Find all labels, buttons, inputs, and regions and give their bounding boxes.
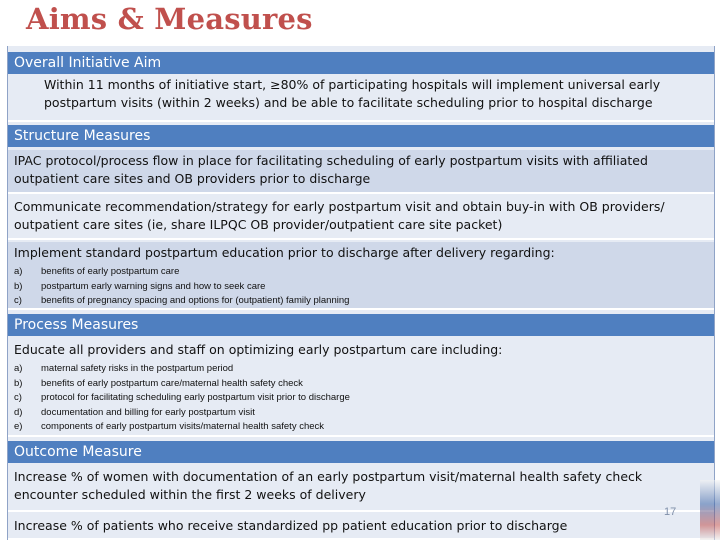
structure-item-1: IPAC protocol/process flow in place for facilitating scheduling of early postpartum visits with affiliated outpatient care sites and OB providers prior to discharge — [8, 150, 714, 194]
list-item: c) benefits of pregnancy spacing and options for (outpatient) family planning — [14, 295, 350, 306]
structure-header: Structure Measures — [8, 125, 714, 147]
process-item-text: Educate all providers and staff on optimizing early postpartum care including: — [14, 342, 503, 357]
page-number: 17 — [664, 506, 677, 518]
structure-item-3 — [8, 242, 714, 310]
process-item — [8, 339, 714, 437]
corner-decoration — [700, 480, 720, 540]
structure-subitems — [14, 265, 708, 309]
outcome-item-2: Increase % of patients who receive standardized pp patient education prior to discharge — [8, 514, 714, 540]
outcome-item-1: Increase % of women with documentation of an early postpartum visit/maternal health safety check encounter scheduled within the first 2 weeks of delivery — [8, 466, 714, 512]
aim-text: Within 11 months of initiative start, ≥80% of participating hospitals will implement universal early postpartum visits (within 2 weeks) and be able to facilitate scheduling prior to hospital discharge — [8, 74, 714, 122]
list-item: c) protocol for facilitating scheduling early postpartum visit prior to discharge — [14, 392, 350, 403]
process-subitems — [14, 362, 708, 435]
list-item: b) benefits of early postpartum care/maternal health safety check — [14, 377, 303, 389]
aim-header: Overall Initiative Aim — [8, 52, 714, 74]
outcome-header: Outcome Measure — [8, 441, 714, 463]
page-title: Aims & Measures — [26, 2, 313, 36]
process-header: Process Measures — [8, 314, 714, 336]
list-item: a) maternal safety risks in the postpartum period — [14, 363, 234, 374]
list-item: a) benefits of early postpartum care — [14, 266, 180, 277]
structure-item-3-text: Implement standard postpartum education prior to discharge after delivery regarding: — [14, 245, 555, 260]
list-item: d) documentation and billing for early postpartum visit — [14, 406, 255, 418]
list-item: b) postpartum early warning signs and how to seek care — [14, 280, 266, 292]
structure-item-2: Communicate recommendation/strategy for early postpartum visit and obtain buy-in with OB providers/ outpatient care sites (ie, share ILPQC OB provider/outpatient care site packet) — [8, 196, 714, 240]
list-item: e) components of early postpartum visits/maternal health safety check — [14, 421, 325, 432]
aims-measures-table — [7, 46, 715, 540]
